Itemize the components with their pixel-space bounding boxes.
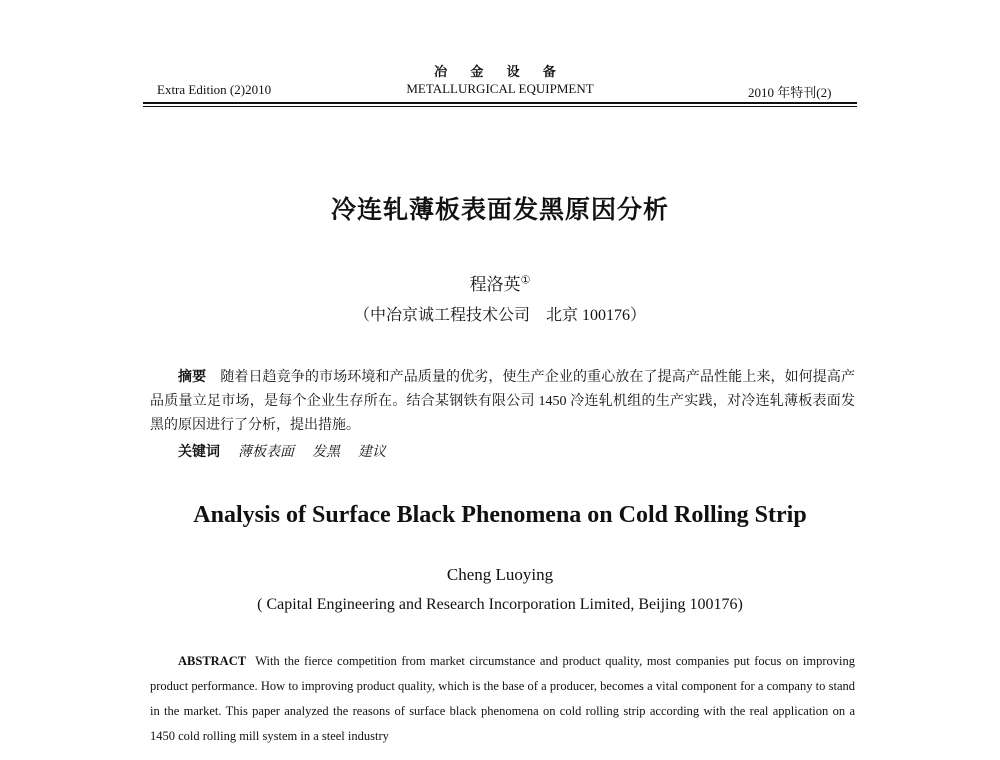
keyword: 薄板表面 [238,445,294,460]
journal-name-cn: 冶 金 设 备 [434,64,566,79]
english-abstract-text: With the fierce competition from market circumstance and product quality, most companies put focus on improving product performance. How to improving product quality, which is the base of a producer, becomes a vital component for a company to stand in the market. This paper analyzed the reasons of surface black phenomena on cold rolling strip according with the real application on a 1450 cold rolling mill system in a steel industry [150,654,855,743]
chinese-abstract-text: 随着日趋竞争的市场环境和产品质量的优劣，使生产企业的重心放在了提高产品性能上来，如何提高产品质量立足市场，是每个企业生存所在。结合某钢铁有限公司 1450 冷连轧机组的生产实践，对冷连轧薄板表面发黑的原因进行了分析，提出措施。 [150,370,856,433]
journal-name-en: METALLURGICAL EQUIPMENT [406,81,594,96]
chinese-affiliation: （中冶京诚工程技术公司 北京 100176） [353,307,646,324]
english-author: Cheng Luoying [446,565,554,584]
author-footnote-mark: ① [520,274,531,287]
chinese-abstract-label: 摘要 [178,369,207,385]
header-rule-thick [143,102,857,104]
chinese-abstract [150,365,855,438]
english-title: Analysis of Surface Black Phenomena on Cold Rolling Strip [193,502,807,528]
chinese-keywords [178,441,386,461]
english-affiliation: ( Capital Engineering and Research Incorporation Limited, Beijing 100176) [257,596,743,613]
chinese-author-name: 程洛英 [469,275,521,294]
keyword: 建议 [358,445,386,460]
header-edition-en: Extra Edition (2)2010 [157,82,272,97]
header-edition-cn: 2010 年特刊(2) [748,85,832,100]
english-abstract-label: ABSTRACT [178,654,247,668]
header-rule-thin [143,106,857,107]
chinese-title: 冷连轧薄板表面发黑原因分析 [330,195,669,224]
chinese-author [0,270,1000,295]
keyword: 发黑 [312,445,340,460]
english-abstract [150,649,855,749]
journal-name [0,64,1000,97]
chinese-keywords-label: 关键词 [178,444,220,460]
